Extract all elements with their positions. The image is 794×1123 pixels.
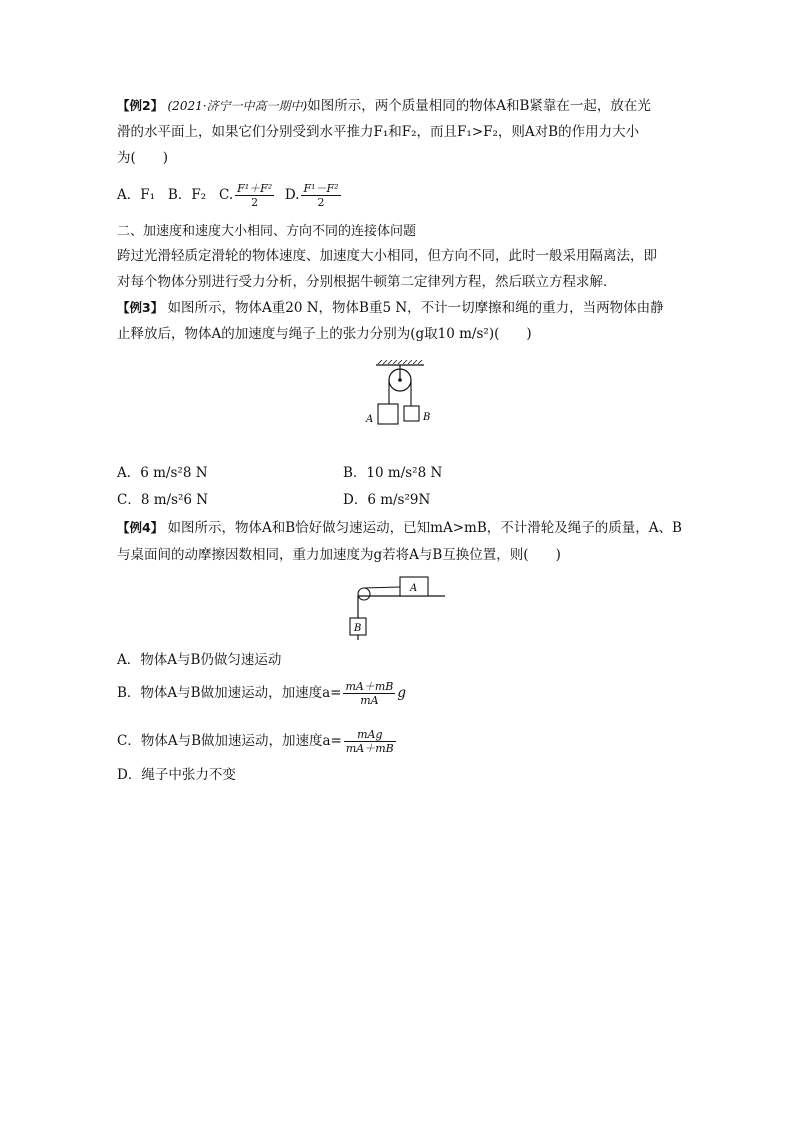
- ex2-line1: [117, 96, 651, 116]
- ex3-option-d: D．6 m/s²9N: [343, 492, 431, 508]
- ex2-source: (2021·济宁一中高一期中): [167, 99, 308, 113]
- ex2-line2: 滑的水平面上，如果它们分别受到水平推力F₁和F₂，而且F₁>F₂，则A对B的作用力大小: [117, 124, 640, 140]
- ex3-text1: 如图所示，物体A重20 N，物体B重5 N，不计一切摩擦和绳的重力，当两物体由静: [167, 300, 664, 316]
- ex4-text1: 如图所示，物体A和B恰好做匀速运动，已知mA>mB，不计滑轮及绳子的质量，A、B: [167, 520, 682, 536]
- pulley-center: [398, 378, 402, 382]
- ex4-option-c-fraction: [344, 728, 396, 755]
- ex4-option-c-denominator: mA＋mB: [345, 742, 394, 755]
- ex3-line2: 止释放后，物体A的加速度与绳子上的张力分别为(g取10 m/s²)( ): [117, 326, 532, 342]
- ex4-option-d: D．绳子中张力不变: [117, 767, 236, 783]
- ex2-text1: 如图所示，两个质量相同的物体A和B紧靠在一起，放在光: [307, 98, 651, 114]
- section2-para-line1: 跨过光滑轻质定滑轮的物体速度、加速度大小相同，但方向不同，此时一般采用隔离法，即: [117, 248, 657, 264]
- ex2-option-c-denominator: 2: [251, 196, 259, 209]
- ex4-option-c-text: C．物体A与B做加速运动，加速度a=: [117, 733, 342, 749]
- ex2-option-d-prefix: D.: [284, 187, 300, 203]
- block-a-label: A: [410, 583, 418, 594]
- block-b: [404, 406, 419, 421]
- ex3-line1: [117, 298, 664, 318]
- ex4-option-a: A．物体A与B仍做匀速运动: [117, 652, 282, 668]
- ex2-option-c-fraction: [235, 182, 274, 209]
- ex4-option-c: [117, 728, 398, 755]
- ex2-options: [117, 182, 343, 209]
- ex2-option-d-denominator: 2: [317, 196, 325, 209]
- ex3-pulley-diagram: [360, 360, 440, 460]
- section2-para-line2: 对每个物体分别进行受力分析，分别根据牛顿第二定律列方程，然后联立方程求解．: [117, 274, 617, 290]
- ex2-option-c-numerator: F¹＋F²: [237, 182, 273, 195]
- section2-heading: 二、加速度和速度大小相同、方向不同的连接体问题: [117, 224, 417, 239]
- ex4-option-b-tail: g: [397, 685, 406, 701]
- ex4-option-b-fraction: [343, 680, 395, 707]
- rope-horizontal: [364, 587, 400, 588]
- ex4-tag: 【例4】: [117, 520, 164, 535]
- block-a: [378, 404, 398, 424]
- ex2-option-d-numerator: F¹－F²: [303, 182, 339, 195]
- ex2-tag: 【例2】: [117, 98, 164, 113]
- block-b-label: B: [423, 412, 431, 423]
- block-b-label: B: [354, 623, 362, 634]
- ex2-option-a: A．F₁: [117, 187, 156, 203]
- ex4-table-diagram: [340, 572, 450, 642]
- ex2-option-c-prefix: C.: [218, 187, 234, 203]
- ex4-option-b-denominator: mA: [360, 694, 379, 707]
- ex4-line2: 与桌面间的动摩擦因数相同，重力加速度为g若将A与B互换位置，则( ): [117, 547, 561, 563]
- ex2-line3: 为( ): [117, 150, 169, 166]
- ex4-option-b-numerator: mA＋mB: [345, 680, 394, 693]
- ex3-tag: 【例3】: [117, 300, 164, 315]
- table-pulley: [358, 588, 370, 600]
- ex4-line1: [117, 518, 682, 538]
- block-a-label: A: [366, 414, 374, 425]
- ex4-option-b-text: B．物体A与B做加速运动，加速度a=: [117, 685, 342, 701]
- ex4-option-b: [117, 680, 406, 707]
- ceiling-hatch: [378, 360, 422, 364]
- ex2-option-b: B．F₂: [167, 187, 207, 203]
- ex4-option-c-numerator: mAg: [344, 728, 396, 742]
- ex2-option-d-fraction: [301, 182, 340, 209]
- ex3-option-c: C．8 m/s²6 N: [117, 492, 209, 508]
- ex3-option-b: B．10 m/s²8 N: [343, 465, 443, 481]
- ex3-option-a: A．6 m/s²8 N: [117, 465, 208, 481]
